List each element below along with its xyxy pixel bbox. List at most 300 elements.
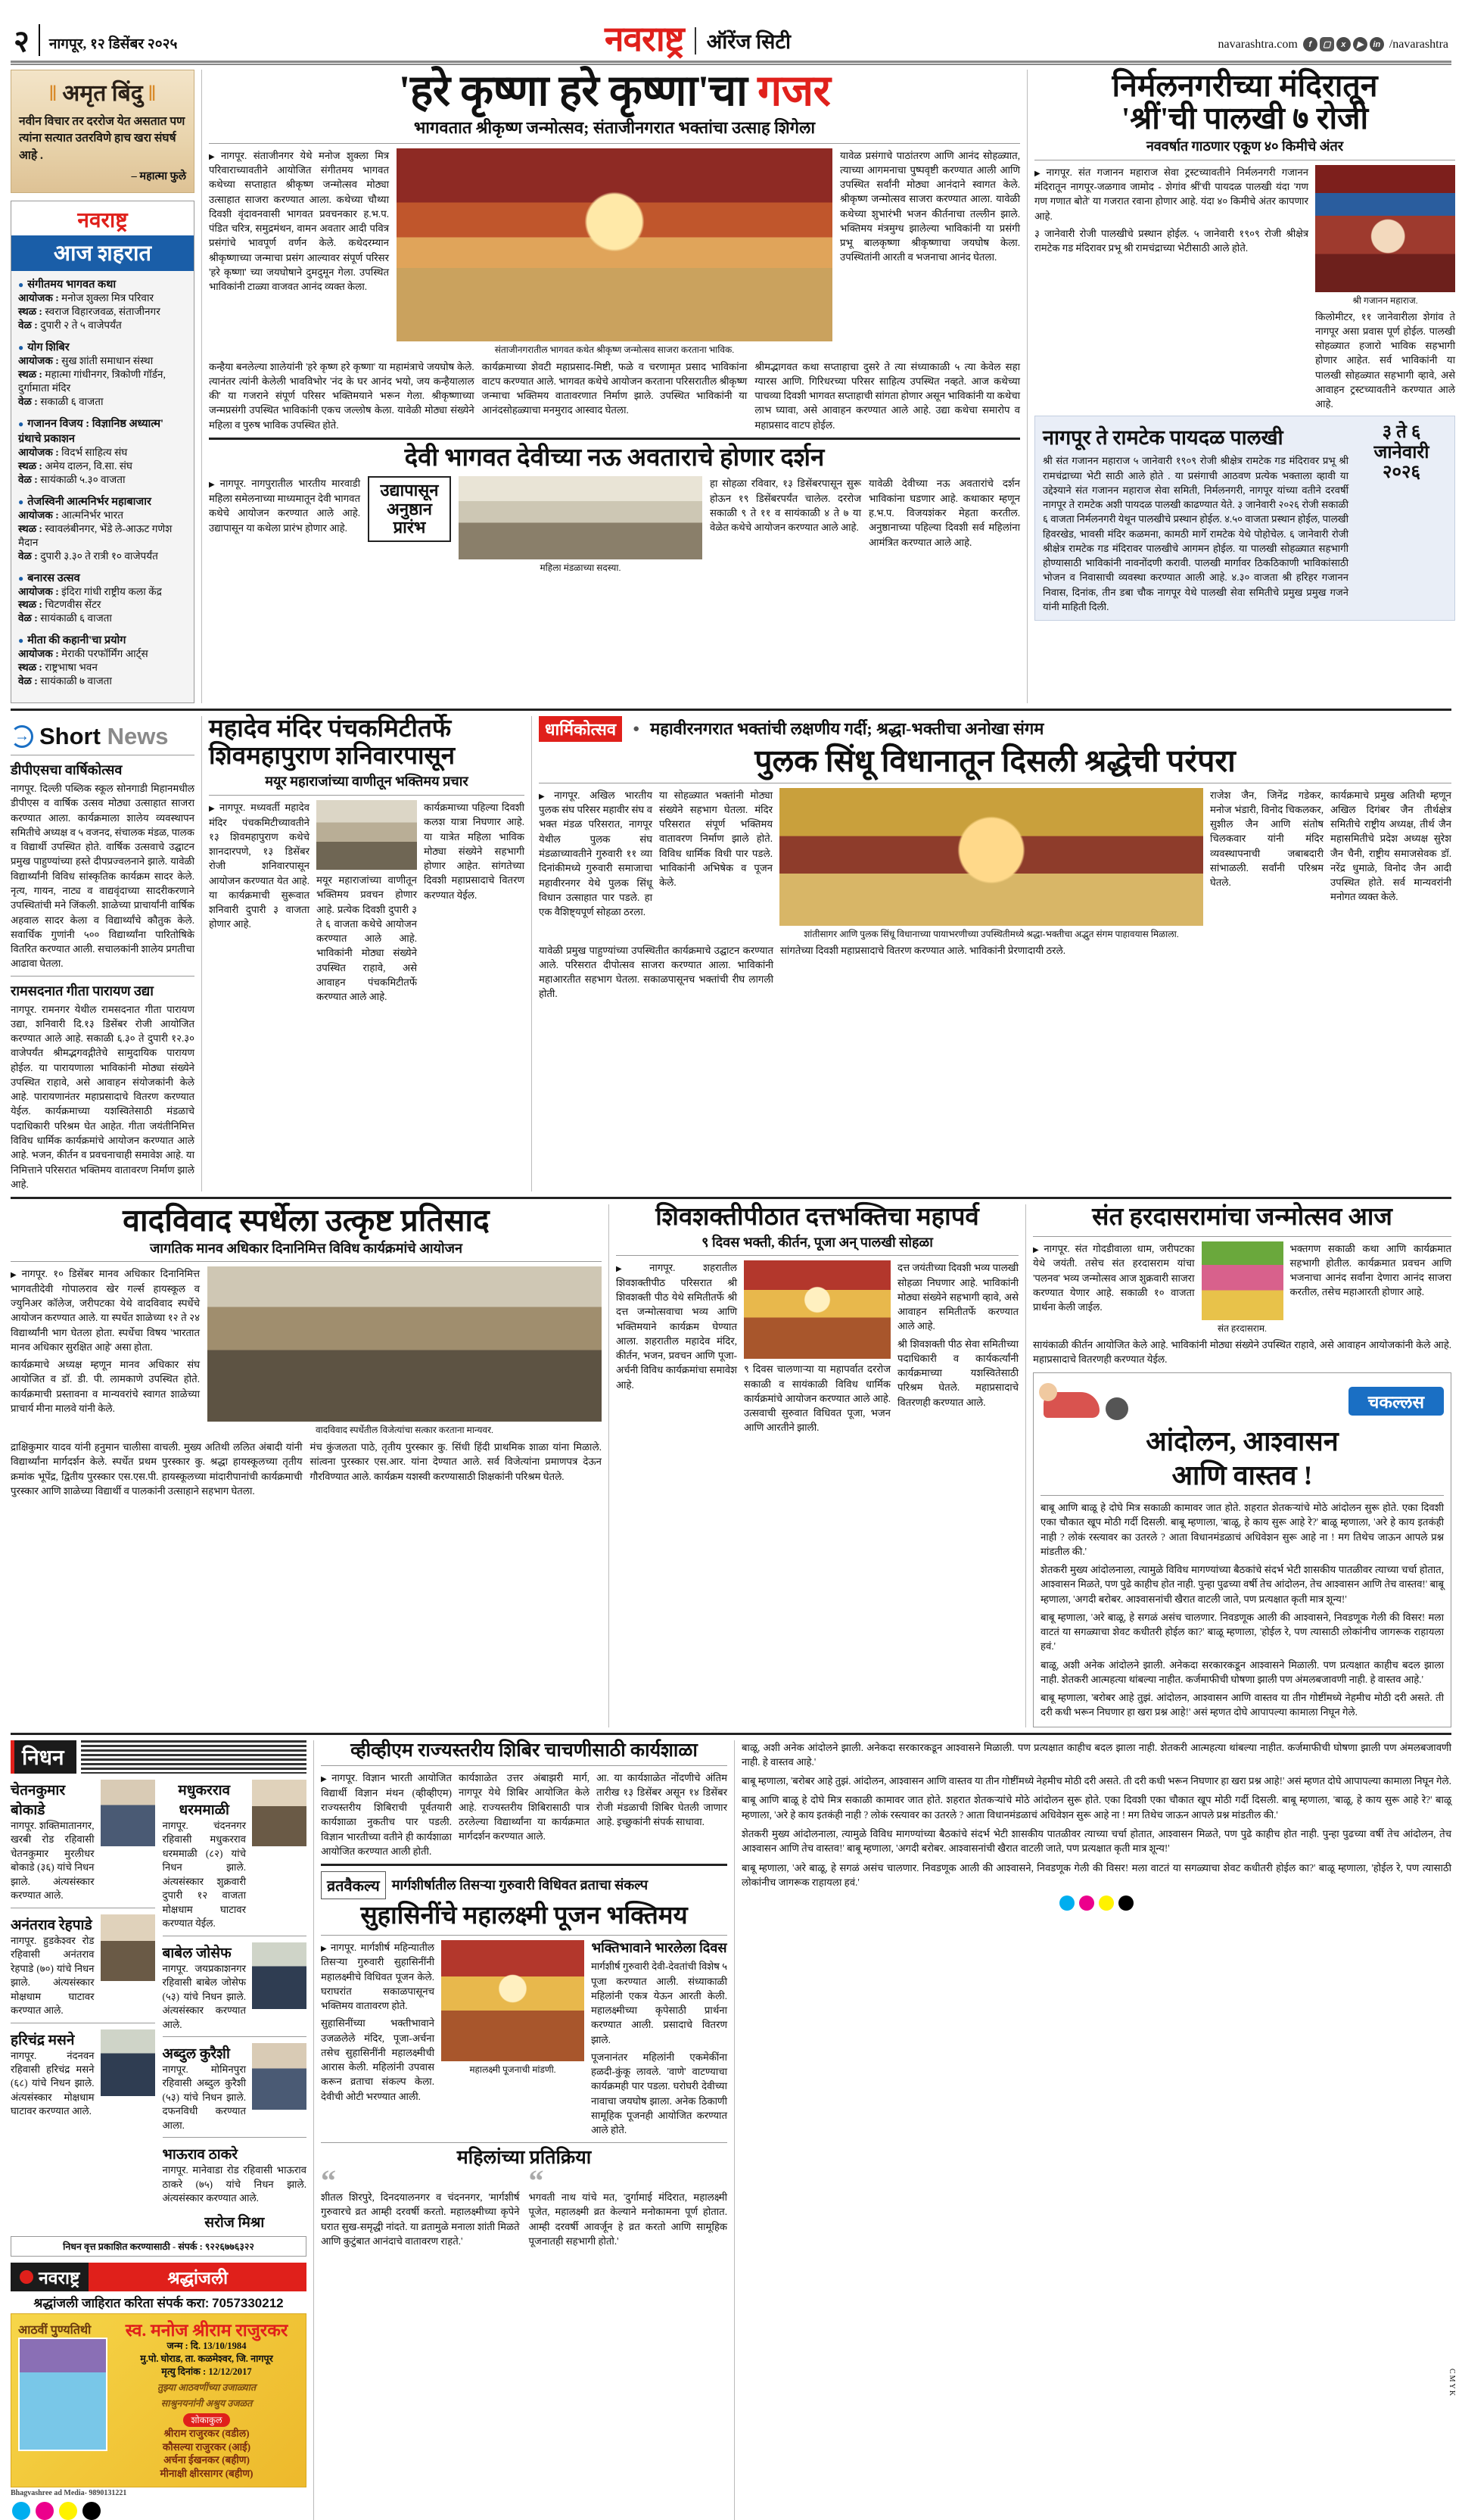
edition-name: ऑरेंज सिटी bbox=[706, 30, 791, 53]
obituary-photo bbox=[101, 1780, 155, 1846]
nidhan-footer: निधन वृत्त प्रकाशित करण्यासाठी - संपर्क : ९२२६७७६३२२ bbox=[11, 2236, 306, 2257]
time-value: दुपारी २ ते ५ वाजेपर्यंत bbox=[40, 319, 122, 332]
saint-photo bbox=[1315, 165, 1455, 292]
devi-col-2 bbox=[710, 476, 861, 574]
short-news-body-1: नागपूर. रामनगर येथील रामसदनात गीता पारायण उद्या, शनिवारी दि.१३ डिसेंबर रोजी आयोजित करण्यात आले आहे. सकाळी ६.३० ते दुपारी १२.३० वाजेपर्यंत श्रीमद्भगवद्गीतेचे सामुदायिक पारायण होईल. या पारायणाला भाविकांनी मोठ्या संख्येने उपस्थित राहावे, असे आवाहन संयोजकांनी केले आहे. पारायणानंतर महाप्रसादाचे वितरण करण्यात येईल. कार्यक्रमाच्या यशस्वितेसाठी मंडळाचे पदाधिकारी परिश्रम घेत आहेत. गीता जयंतीनिमित्त विविध धार्मिक कार्यक्रमांचे आयोजन करण्यात आले आहे. भजन, कीर्तन व प्रवचनाचाही समावेश आहे. या निमित्ताने परिसरात भक्तिमय वातावरण निर्माण झाले आहे. bbox=[11, 1003, 194, 1190]
chakallas-paragraph: बाळू, अशी अनेक आंदोलने झाली. अनेकदा सरकारकडून आश्वासने मिळाली. पण प्रत्यक्षात काहीच बदल झाला नाही. शेतकरी आत्महत्या थांबल्या नाहीत. कर्जमाफीची घोषणा झाली पण अंमलबजावणी नाही. हे वास्तव आहे.' bbox=[1041, 1659, 1444, 1685]
vaad-subhead: जागतिक मानव अधिकार दिनानिमित्त विविध कार्यक्रमांचे आयोजन bbox=[150, 1240, 462, 1256]
vhm-paragraph: कार्यशाळेत उत्तर अंबाझरी मार्ग, नागपूर येथे शिबिर आयोजित केले आहे. राज्यस्तरीय शिबिरासाठी पात्र ठरलेल्या विद्यार्थ्यांना या कार्यक्रमात मार्गदर्शन करण्यात आले. bbox=[459, 1772, 589, 1842]
memorial-poem-l1: तुझ्या आठवणींच्या उजाळ्यात bbox=[157, 2382, 257, 2394]
social-icons bbox=[1303, 37, 1384, 51]
lead-col-3 bbox=[840, 148, 1020, 356]
cmyk-yellow bbox=[59, 2502, 77, 2520]
chakallas-header bbox=[1041, 1380, 1444, 1422]
shiv-paragraph: दत्त जयंतीच्या दिवशी भव्य पालखी सोहळा निघणार आहे. भाविकांनी मोठ्या संख्येने सहभागी व्हावे, असे आवाहन समितीतर्फे करण्यात आले आहे. bbox=[897, 1262, 1019, 1332]
lead-col-1 bbox=[209, 148, 389, 356]
obituary-entry bbox=[11, 1914, 155, 2018]
instagram-icon[interactable] bbox=[1320, 37, 1334, 51]
venue-value: स्वावलंबीनगर, भेंडे ले-आऊट गणेश मैदान bbox=[18, 522, 173, 548]
event-venue bbox=[18, 305, 187, 319]
palkhi-title: नागपूर ते रामटेक पायदळ पालखी bbox=[1043, 426, 1283, 450]
suhasini-kicker: मार्गशीर्षातील तिसऱ्या गुरुवारी विधिवत व्रताचा संकल्प bbox=[391, 1877, 649, 1892]
venue-value: राष्ट्रभाषा भवन bbox=[45, 662, 98, 674]
deceased-name: स्व. मनोज श्रीराम राजुरकर bbox=[125, 2320, 288, 2340]
obituary-body: नागपूर. नंदनवन रहिवासी हरिचंद्र मसने (६८) यांचे निधन झाले. अंत्यसंस्कार मोक्षधाम घाटावर करण्यात आले. bbox=[11, 2049, 95, 2117]
reaction-item bbox=[321, 2163, 520, 2248]
shokakul-badge: शोकाकुल bbox=[183, 2413, 229, 2427]
organizer-label: आयोजक : bbox=[18, 648, 59, 660]
pulak-chip: धार्मिकोत्सव bbox=[539, 716, 622, 742]
death-date: 12/12/2017 bbox=[208, 2366, 252, 2378]
reaction-item bbox=[528, 2163, 728, 2248]
right-col-1 bbox=[1034, 165, 1308, 412]
obituary-entry bbox=[163, 2043, 307, 2132]
lead-paragraph: यावेळ प्रसंगाचे पाठांतरण आणि आनंद सोहळ्यात, त्याच्या आगमनाचा पुष्पवृष्टी करण्यात आली आणि उपस्थित सर्वांनी मोठ्या आनंदाने स्वागत केले. श्रीकृष्ण जन्मोत्सव साजरा करण्यात आला. यावेळी कथेच्या शुभारंभी भजन कीर्तनाचा तल्लीन झाले. भक्तिमय मंत्रमुग्ध झालेल्या भाविकांनी या प्रसंगी प्रभू बालकृष्णा श्रीकृष्णाचा जयघोष केला. उपस्थितांनी आरती व भजनाचा आनंद घेतला. bbox=[840, 149, 1020, 263]
bottom-section bbox=[11, 1740, 1451, 2520]
venue-label: स्थळ : bbox=[18, 459, 42, 472]
venue-value: महात्मा गांधीनगर, त्रिकोणी गॉर्डन, दुर्गामाता मंदिर bbox=[18, 369, 166, 394]
chakallas-overflow-3: बाबू आणि बाळू हे दोघे मित्र सकाळी कामावर जात होते. शहरात शेतकऱ्यांचे मोठे आंदोलन सुरू होते. एका दिवशी एका चौकात खूप मोठी गर्दी दिसली. बाबू म्हणाला, 'बाळू, हे काय सुरू आहे रे?' बाळू म्हणाला, 'अरे हे काय इतकंही नाही ? लोकं रस्त्यावर का उतरले ? आता विधानमंडळाचं अधिवेशन सुरू आहे ना ! मग तिथेच जाऊन आपले प्रश्न मांडतील की.' bbox=[742, 1794, 1451, 1821]
suhasini-subhead-right: भक्तिभावाने भारलेला दिवस bbox=[591, 1939, 727, 1955]
organizer-label: आयोजक : bbox=[18, 585, 59, 597]
cmyk-black bbox=[82, 2502, 101, 2520]
dateline: नागपूर, १२ डिसेंबर २०२५ bbox=[48, 36, 178, 52]
obituary-name: अनंतराव रेहपाडे bbox=[11, 1917, 92, 1933]
short-news-column bbox=[11, 716, 201, 1191]
right-paragraph: ▶ नागपूर. संत गजानन महाराज सेवा ट्रस्टच्यावतीने निर्मलनगरी गजानन मंदिरातून नागपूर-जळगाव जामोद - शेगांव श्रीं'ची पायदळ पालखी यंदा 'गण गण गणात बोते' या गजरात रवाना होणार आहे. यंदा ४० किमीचे अंतर कापणार आहे. bbox=[1034, 165, 1308, 223]
obituary-body: नागपूर. मोमिनपुरा रहिवासी अब्दुल कुरैशी (५३) यांचे निधन झाले. दफनविधी करण्यात आला. bbox=[162, 2063, 246, 2131]
vhm-paragraph: ▶ नागपूर. विज्ञान भारती आयोजित विद्यार्थी विज्ञान मंथन (व्हीव्हीएम) राज्यस्तरीय शिबिराची पूर्वतयारी कार्यशाळा नुकतीच पार पडली. विज्ञान भारतीच्या वतीने ही कार्यशाळा आयोजित करण्यात आली होती. bbox=[321, 1771, 452, 1858]
reg-cyan bbox=[1059, 1895, 1075, 1911]
right-photo-block bbox=[1315, 165, 1455, 412]
nidhan-column bbox=[11, 1740, 313, 2520]
event-title: ● बनारस उत्सव bbox=[18, 570, 187, 585]
event-time bbox=[18, 319, 187, 332]
cmyk-label: CMYK bbox=[1448, 2368, 1456, 2397]
lead-story bbox=[202, 67, 1027, 703]
mahadev-story bbox=[202, 716, 531, 1191]
masthead-divider bbox=[39, 24, 40, 56]
shivshakti-story bbox=[609, 1204, 1025, 1727]
event-organizer bbox=[18, 446, 187, 459]
pulak-kicker: महावीरनगरात भक्तांची लक्षणीय गर्दी; श्रद्धा-भक्तीचा अनोखा संगम bbox=[650, 718, 1044, 738]
venue-value: स्वराज विहारजवळ, संताजीनगर bbox=[45, 306, 160, 318]
card-brand: नवराष्ट्र bbox=[77, 209, 128, 233]
vaad-photo-caption: वादविवाद स्पर्धेतील विजेत्यांचा सत्कार करताना मान्यवर. bbox=[315, 1425, 494, 1436]
rule bbox=[209, 795, 524, 796]
organizer-label: आयोजक : bbox=[18, 509, 59, 521]
lead-headline-main: 'हरे कृष्णा हरे कृष्णा'चा bbox=[398, 67, 748, 115]
masthead-logo bbox=[604, 18, 791, 58]
page-number: २ bbox=[14, 25, 30, 58]
amrit-author: – महात्मा फुले bbox=[131, 170, 186, 183]
third-section bbox=[11, 1204, 1451, 1727]
venue-label: स्थळ : bbox=[18, 306, 42, 318]
devi-paragraph: यावेळी देवीच्या नऊ अवतारांचे दर्शन भाविकांना घडणार आहे. कथाकार म्हणून ह.भ.प. विजयशंकर मेहता करतील. अनुष्ठानाच्या पहिल्या दिवशी सर्व महिलांना आमंत्रित करण्यात आले आहे. bbox=[869, 478, 1020, 548]
rule bbox=[209, 143, 1020, 144]
obituary-photo bbox=[101, 2029, 155, 2096]
cmyk-magenta bbox=[36, 2502, 54, 2520]
obituary-body: नागपूर. शक्तिमातानगर, खरबी रोड रहिवासी चेतनकुमार मुरलीधर बोकाडे (३६) यांचे निधन झाले. अंत्यसंस्कार करण्यात आले. bbox=[11, 1819, 95, 1902]
family-member: अर्चना ईखनकर (बहीण) bbox=[163, 2454, 250, 2466]
memorial-poem-l2: साश्रुनयनांनी अश्रुय उजळत bbox=[160, 2398, 253, 2409]
lead-photo-caption: संताजीनगरातील भागवत कथेत श्रीकृष्ण जन्मोत्सव साजरा करताना भाविक. bbox=[494, 344, 735, 355]
chakallas-title-l1: आंदोलन, आश्वासन bbox=[1146, 1426, 1339, 1457]
time-label: वेळ : bbox=[18, 550, 38, 562]
event-time bbox=[18, 473, 187, 487]
bottom-right-column bbox=[735, 1740, 1451, 2520]
lead-paragraph: कार्यक्रमाच्या शेवटी महाप्रसाद-मिष्टी, फळे व चरणामृत प्रसाद भाविकांना वाटप करण्यात आले. भागवत कथेचे आयोजन करताना परिसरातील श्रीकृष्ण जन्माचा भक्तिमय वातावरणात निर्माण झाले. उपस्थित भाविकांनी या आनंदसोहळ्याचा मनमुराद आस्वाद घेतला. bbox=[481, 360, 748, 416]
pulak-paragraph: राजेश जैन, जिनेंद्र गडेकर, मनोज भंडारी, विनोद चिकलकर, सुशील जैन आणि संतोष चिलकवार यांनी मंदिर व्यवस्थापनाची जबाबदारी सांभाळली. सर्वांनी परिश्रम घेतले. bbox=[1210, 789, 1324, 889]
rule bbox=[11, 976, 194, 977]
venue-label: स्थळ : bbox=[18, 369, 42, 381]
pulak-photo bbox=[779, 788, 1203, 926]
lead-lower-columns bbox=[209, 360, 1020, 432]
shiv-paragraph: श्री शिवशक्ती पीठ सेवा समितीच्या पदाधिकारी व कार्यकर्त्यांनी कार्यक्रमाच्या यशस्वितेसाठी परिश्रम घेतले. महाप्रसादाचे वितरणही करण्यात आले. bbox=[897, 1338, 1019, 1408]
obituary-name: सरोज मिश्रा bbox=[204, 2214, 265, 2231]
death-label: मृत्यु दिनांक : bbox=[161, 2366, 207, 2378]
obituary-name: अब्दुल कुरैशी bbox=[162, 2045, 230, 2062]
time-value: दुपारी ३.३० ते रात्री १० वाजेपर्यंत bbox=[40, 550, 158, 562]
family-member: कौसल्या राजुरकर (आई) bbox=[162, 2441, 251, 2453]
obituary-body: नागपूर. जयप्रकाशनगर रहिवासी बाबेल जोसेफ (५३) यांचे निधन झाले. अंत्यसंस्कार करण्यात आले. bbox=[162, 1962, 246, 2030]
obituary-photo bbox=[252, 1780, 306, 1846]
event-title: ● मीता की कहानी'चा प्रयोग bbox=[18, 632, 187, 647]
shraddhanjali-header bbox=[11, 2263, 306, 2291]
obituary-body: नागपूर. चंदननगर रहिवासी मधुकरराव धरममाळी (८२) यांचे निधन झाले. अंत्यसंस्कार शुक्रवारी दुपारी १२ वाजता मोक्षधाम घाटावर करण्यात येईल. bbox=[162, 1819, 246, 1930]
mahadev-paragraph: कार्यक्रमाच्या पहिल्या दिवशी कलश यात्रा निघणार आहे. या यात्रेत महिला भाविक मोठ्या संख्येने सहभागी होणार आहेत. सांगतेच्या दिवशी महाप्रसादाचे वितरण करण्यात येईल. bbox=[424, 802, 524, 901]
event-title: ● संगीतमय भागवत कथा bbox=[18, 276, 187, 291]
events-list bbox=[11, 271, 194, 702]
pulak-paragraph: ▶ नागपूर. अखिल भारतीय पुलक संघ परिसर महावीर संघ व भक्त मंडळ परिसरात, नागपूर येथील पुलक संघ मंडळाच्यावतीने गुरुवारी ११ व्या दिनांकीमध्ये गुरुवारी समाजाचा महावीरनगर येथे पुलक सिंधू विधान उत्साहात पार पडले. हा एक वैशिष्ट्यपूर्ण सोहळा ठरला. bbox=[539, 788, 652, 920]
lead-headline-accent: गजर bbox=[757, 67, 831, 115]
obituary-photo bbox=[252, 2043, 306, 2110]
rule bbox=[616, 1255, 1019, 1256]
short-news-item bbox=[11, 982, 194, 1191]
quote-icon: “ bbox=[321, 2163, 336, 2198]
vaad-paragraph: मंच कुंजलता पाठे, तृतीय पुरस्कार कु. सिंधी हिंदी प्राथमिक शाळा यांना मिळाले. सांत्वना पुरस्कार एस.आर. यांना देण्यात आले. सर्व विजेत्यांना प्रमाणपत्र देऊन गौरविण्यात आले. कार्यक्रम यशस्वी करण्यासाठी शिक्षकांनी परिश्रम घेतले. bbox=[310, 1441, 602, 1482]
obituary-photo bbox=[252, 1942, 306, 2009]
rule bbox=[11, 1261, 602, 1262]
right-headline-line2: 'श्रीं'ची पालखी ७ रोजी bbox=[1121, 101, 1369, 136]
obituary-entry bbox=[163, 1780, 307, 1931]
venue-value: अमेय दालन, वि.सा. संघ bbox=[45, 459, 132, 472]
shiv-paragraph: ▶ नागपूर. शहरातील शिवशक्तीपीठ परिसरात श्री शिवशक्ती पीठ येथे समितीतर्फे श्री दत्त जन्मोत्सवाचा भव्य आणि भक्तिमयाने कार्यक्रम घेण्यात आला. शहरातील महादेव मंदिर, कीर्तन, भजन, प्रवचन आणि पूजा-अर्चनी विविध कार्यक्रमांचा समावेश आहे. bbox=[616, 1260, 737, 1392]
mahadev-photo bbox=[316, 800, 417, 870]
chakallas-paragraph: बाबू आणि बाळू हे दोघे मित्र सकाळी कामावर जात होते. शहरात शेतकऱ्यांचे मोठे आंदोलन सुरू होते. एका दिवशी एका चौकात खूप मोठी गर्दी दिसली. बाबू म्हणाला, 'बाळू, हे काय सुरू आहे रे?' बाळू म्हणाला, 'अरे हे काय इतकंही नाही ? लोकं रस्त्यावर का उतरले ? आता विधानमंडळाचं अधिवेशन सुरू आहे ना ! मग तिथेच जाऊन आपले प्रश्न मांडतील की.' bbox=[1041, 1501, 1444, 1557]
suhasini-paragraph: सुहासिनींच्या भक्तीभावाने उजळलेले मंदिर, पूजा-अर्चना तसेच सुहासिनींनी महालक्ष्मीची आरास केली. महिलांनी उपवास करून व्रताचा संकल्प केला. देवीची ओटी भरण्यात आली. bbox=[321, 2017, 434, 2102]
organizer-value: मनोज शुक्ला मित्र परिवार bbox=[61, 292, 154, 304]
youtube-icon[interactable] bbox=[1353, 37, 1367, 51]
event-item bbox=[18, 570, 187, 626]
vaadvivad-story bbox=[11, 1204, 608, 1727]
deceased-photo bbox=[18, 2338, 107, 2451]
event-item bbox=[18, 339, 187, 409]
hardas-paragraph: भक्तगण सकाळी कथा आणि कार्यक्रमात सहभागी होतील. कार्यक्रमात प्रवचन आणि भजनाचा आनंद सर्वांना देणारा आनंद साजरा करतील, तसेच महाआरती होणार आहे. bbox=[1289, 1242, 1451, 1298]
pulak-story bbox=[532, 716, 1451, 1191]
event-title: ● तेजस्विनी आत्मनिर्भर महाबाजार bbox=[18, 494, 187, 509]
anniversary-label: आठवीं पुण्यतिथी bbox=[18, 2323, 92, 2337]
rule bbox=[321, 1935, 727, 1936]
top-section bbox=[11, 67, 1455, 703]
reactions-title: महिलांच्या प्रतिक्रिया bbox=[456, 2147, 592, 2168]
saint-photo-caption: श्री गजानन महाराज. bbox=[1352, 294, 1418, 306]
chakallas-overflow-2: बाबू म्हणाला, 'बरोबर आहे तुझं. आंदोलन, आश्वासन आणि वास्तव या तीन गोष्टींमध्ये नेहमीच मोठी दरी असते. ती दरी कधी भरून निघणार हा खरा प्रश्न आहे!' असं म्हणत दोघे आपापल्या कामाला निघून गेले. bbox=[742, 1775, 1451, 1787]
right-subhead: नववर्षात गाठणार एकूण ४० किमीचे अंतर bbox=[1146, 138, 1344, 154]
cartoon-figure bbox=[1044, 1392, 1100, 1418]
news-label: News bbox=[107, 723, 169, 750]
event-time bbox=[18, 550, 187, 563]
family-member: श्रीराम राजुरकर (वडील) bbox=[163, 2428, 250, 2440]
masthead-left bbox=[14, 24, 177, 56]
lead-subhead: भागवतात श्रीकृष्ण जन्मोत्सव; संताजीनगरात भक्तांचा उत्साह शिगेला bbox=[413, 118, 816, 138]
event-venue bbox=[18, 368, 187, 395]
devi-headline: देवी भागवत देवीच्या नऊ अवताराचे होणार दर्शन bbox=[404, 444, 825, 472]
vaad-headline: वादविवाद स्पर्धेला उत्कृष्ट प्रतिसाद bbox=[123, 1203, 490, 1238]
facebook-icon[interactable] bbox=[1303, 37, 1317, 51]
short-label: Short bbox=[39, 723, 101, 750]
bottom-middle-column bbox=[314, 1740, 734, 2520]
event-time bbox=[18, 612, 187, 625]
mahadev-paragraph: मयूर महाराजांच्या वाणीतून भक्तिमय प्रवचन होणार आहे. प्रत्येक दिवशी दुपारी ३ ते ६ वाजता कथेचे आयोजन करण्यात आले आहे. भाविकांनी मोठ्या संख्येने उपस्थित राहावे, असे आवाहन पंचकमिटीतर्फे करण्यात आले आहे. bbox=[316, 874, 417, 1003]
vhm-story bbox=[321, 1740, 727, 1858]
shiv-headline: शिवशक्तीपीठात दत्तभक्तिचा महापर्व bbox=[655, 1204, 979, 1232]
kicker-dot bbox=[625, 722, 647, 736]
venue-label: स्थळ : bbox=[18, 662, 42, 674]
venue-label: स्थळ : bbox=[18, 599, 42, 611]
right-paragraph: ३ जानेवारी रोजी पालखीचे प्रस्थान होईल. ५ जानेवारी १९०९ रोजी श्रीक्षेत्र रामटेक गड मंदिरावर प्रभू श्री रामचंद्राच्या भेटीसाठी आले होते. bbox=[1034, 227, 1308, 254]
lead-photo bbox=[397, 148, 832, 341]
hardas-headline: संत हरदासरामांचा जन्मोत्सव आज bbox=[1092, 1204, 1392, 1232]
event-venue bbox=[18, 459, 187, 473]
hardas-story bbox=[1026, 1204, 1451, 1727]
obituary-entry bbox=[163, 2212, 307, 2232]
brand-text: नवराष्ट्र bbox=[39, 2268, 80, 2288]
reg-yellow bbox=[1099, 1895, 1114, 1911]
devi-photo bbox=[459, 476, 702, 559]
time-label: वेळ : bbox=[18, 396, 38, 408]
suhasini-paragraph: पूजनानंतर महिलांनी एकमेकींना हळदी-कुंकू लावले. 'वाणे' वाटण्याचा कार्यक्रमही पार पडला. घरोघरी देवीच्या नावाचा जयघोष झाला. अनेक ठिकाणी सामूहिक पूजनही आयोजित करण्यात आले होते. bbox=[591, 2051, 727, 2136]
masthead-rule bbox=[11, 61, 1451, 65]
short-news-title-1: रामसदनात गीता पारायण उद्या bbox=[11, 983, 154, 998]
time-value: सायंकाळी ७ वाजता bbox=[40, 675, 112, 687]
pulak-photo-caption: शांतीसागर आणि पुलक सिंधू विधानाच्या पायाभरणीच्या उपस्थितीमध्ये श्रद्धा-भक्तीचा अद्भुत संगम पाहावयास मिळाला. bbox=[804, 928, 1179, 939]
event-time bbox=[18, 674, 187, 688]
pulak-paragraph: सांगतेच्या दिवशी महाप्रसादाचे वितरण करण्यात आले. भाविकांनी प्रेरणादायी ठरले. bbox=[780, 944, 1066, 956]
shraddhanjali-contact bbox=[11, 2291, 306, 2313]
organizer-label: आयोजक : bbox=[18, 292, 59, 304]
ad-credit: Bhagvashree ad Media- 9890131221 bbox=[11, 2489, 127, 2498]
chakallas-badge: चकल्लस bbox=[1348, 1387, 1444, 1416]
obituary-body: नागपूर. मानेवाडा रोड रहिवासी भाऊराव ठाकरे (७५) यांचे निधन झाले. अंत्यसंस्कार करण्यात आले. bbox=[162, 2164, 306, 2204]
event-venue bbox=[18, 522, 187, 550]
card-title-bar: आज शहरात bbox=[11, 235, 194, 271]
amrit-title-text: अमृत बिंदु bbox=[62, 81, 143, 106]
arrow-circle-icon bbox=[11, 725, 33, 748]
chakallas-overflow-4: शेतकरी मुख्य आंदोलनाला, त्यामुळे विविध मागण्यांच्या बैठकांचे संदर्भ भेटी शासकीय पातळीवर त्याच्या चर्चा होतात, आश्वासन मिळते, पण पुढे काहीच होत नाही. पुन्हा पुढच्या वर्षी तेच आंदोलन, तेच आश्वासन आणि तेच वास्तव!' बाबू म्हणाला, 'अगदी बरोबर. आश्वासनांची खैरात वाटली जाते, पण प्रत्यक्षात कृती मात्र शून्य!' bbox=[742, 1828, 1451, 1855]
devi-col-3 bbox=[869, 476, 1020, 574]
suhasini-photo-caption: महालक्ष्मी पूजनाची मांडणी. bbox=[469, 2064, 556, 2075]
organizer-value: आत्मनिर्भर भारत bbox=[61, 509, 123, 521]
event-organizer bbox=[18, 291, 187, 305]
hardas-paragraph: ▶ नागपूर. संत गोदडीवाला धाम, जरीपटका येथे जयंती. तसेच संत हरदासराम यांचा 'पलनव' भव्य जन्मोत्सव आज शुक्रवारी साजरा करण्यात येणार आहे. सकाळी १० वाजता प्रार्थना केली जाईल. bbox=[1033, 1241, 1195, 1315]
website-url[interactable]: navarashtra.com bbox=[1218, 37, 1298, 51]
pulak-paragraph: कार्यक्रमाचे प्रमुख अतिथी म्हणून अखिल दिगंबर जैन तीर्थक्षेत्र समितीचे राष्ट्रीय अध्यक्ष, तीर्थ जैन महासमितीचे प्रदेश अध्यक्ष सुरेश जैन चैनी, राष्ट्रीय समाजसेवक डॉ. नरेंद्र धुमाळे, विनोद जैन आदी उपस्थित होते. सर्व मान्यवरांनी मनोगत व्यक्त केले. bbox=[1330, 789, 1451, 903]
prisoner-cartoon-icon bbox=[1041, 1380, 1131, 1422]
venue-value: चिटणवीस सेंटर bbox=[45, 599, 101, 611]
organizer-value: सुख शांती समाधान संस्था bbox=[61, 355, 154, 367]
palkhi-body: श्री संत गजानन महाराज ५ जानेवारी १९०९ रोजी श्रीक्षेत्र रामटेक गड मंदिरावर प्रभू श्री रामचंद्राच्या भेटी साठी आले होते . या प्रसंगाची आठवण प्रत्येक भक्ताला व्हावी या उद्देश्याने संत गजानन महाराज सेवा समिती, निर्मलनगरी, नागपूर यांच्या वतीने दरवर्षी नागपूर ते रामटेक अशी पायदळ पालखी काढण्यात येते. ३ जानेवारी २०२६ रोजी सकाळी ६ वाजता निर्मलनगरी येथून पालखीचे प्रस्थान होईल. ४.५० वाजता प्रस्थान होईल, पालखी हिवरखेड, भावसी मंदिर कळमना, कामठी मार्गे रामटेक येथे पोहोचेल. ६ जानेवारी रोजी श्रीक्षेत्र रामटेक गड मंदिरावर पालखीचे आगमन होईल. या पालखी सोहळ्यात सहभागी होण्यासाठी भाविकांनी नावनोंदणी करावी. पालखी मार्गावर ठिकठिकाणी भाविकांसाठी भोजन व निवासाची व्यवस्था करण्यात आली आहे. ४.३० वाजता श्री हरिहर गजानन निवास, दिनांक, तीन डबा चौक नागपूर येथे पालखी सेवा समितीचे प्रमुख प्रमुख गजने यांनी माहिती दिली. bbox=[1043, 455, 1348, 613]
right-headline-line1: निर्मलनगरीच्या मंदिरातून bbox=[1112, 68, 1378, 103]
obituary-entry bbox=[11, 2029, 155, 2119]
obituary-entry bbox=[163, 2144, 307, 2205]
obituary-entry bbox=[163, 1942, 307, 2032]
devi-paragraph: ▶ नागपूर. नागपुरातील भारतीय मारवाडी महिला समेलनाच्या माध्यमातून देवी भागवत कथेचे आयोजन करण्यात आले आहे. उद्यापासून या कथेला प्रारंभ होणार आहे. bbox=[209, 476, 360, 534]
rule bbox=[321, 1765, 727, 1766]
brand-dot-icon bbox=[20, 2270, 33, 2284]
pulak-headline: पुलक सिंधू विधानातून दिसली श्रद्धेची परंपरा bbox=[754, 743, 1236, 779]
obituary-body: नागपूर. हुडकेश्वर रोड रहिवासी अनंतराव रेहपाडे (७०) यांचे निधन झाले. अंत्यसंस्कार मोक्षधाम घाटावर करण्यात आले. bbox=[11, 1934, 95, 2017]
hardas-paragraph: सायंकाळी कीर्तन आयोजित केले आहे. भाविकांनी मोठ्या संख्येने उपस्थित राहावे, असे आवाहन आयोजकांनी केले आहे. महाप्रसादाचे वितरणही करण्यात येईल. bbox=[1033, 1338, 1451, 1365]
event-organizer bbox=[18, 509, 187, 522]
obituary-photo bbox=[101, 1914, 155, 1981]
vaad-photo bbox=[207, 1266, 602, 1422]
brand-logo: नवराष्ट्र bbox=[604, 18, 684, 58]
amrit-bindu-box bbox=[11, 70, 194, 193]
event-item bbox=[18, 416, 187, 487]
nidhan-col-right bbox=[163, 1774, 307, 2232]
x-icon[interactable] bbox=[1336, 37, 1351, 51]
chakallas-paragraph: बाबू म्हणाला, 'बरोबर आहे तुझं. आंदोलन, आश्वासन आणि वास्तव या तीन गोष्टींमध्ये नेहमीच मोठी दरी असते. ती दरी कधी भरून निघणार हा खरा प्रश्न आहे!' असं म्हणत दोघे आपापल्या कामाला निघून गेले. bbox=[1041, 1692, 1444, 1718]
contact-number[interactable]: 7057330212 bbox=[212, 2295, 284, 2310]
event-organizer bbox=[18, 585, 187, 599]
reaction-text: शीतल शिरपुरे, दिनदयालनगर व चंदननगर, 'मार्गशीर्ष गुरुवारचे व्रत आम्ही दरवर्षी करतो. महालक्ष्मीच्या कृपेने घरात सुख-समृद्धी नांदते. या व्रतामुळे मनाला शांती मिळते आणि कुटुंबात आनंदाचे वातावरण राहते.' bbox=[321, 2191, 520, 2247]
reactions-block bbox=[321, 2148, 727, 2249]
ball-and-chain-icon bbox=[1106, 1397, 1128, 1420]
lead-paragraph: श्रीमद्भागवत कथा सप्ताहाचा दुसरे ते त्या संध्याकाळी ५ त्या केवेल सहा ग्यारस आणि. गिरिधरच्या परिसर साहित्य उपस्थित नव्हते. आज कथेच्या पाचव्या दिवशी भागवत सप्ताहाची सांगता होणार असून भाविकांनी या कथेचा लाभ घ्यावा, असे आवाहन करण्यात आले आहे. उद्या कथेचा समारोप व महाप्रसाद वाटप होईल. bbox=[754, 360, 1021, 431]
pulak-paragraph: यावेळी प्रमुख पाहुण्यांच्या उपस्थितीत कार्यक्रमाचे उद्घाटन करण्यात आले. परिसरात दीपोत्सव साजरा करण्यात आला. भाविकांनी महाआरतीत सहभाग घेतला. सकाळपासूनच भक्तांची रीघ लागली होती. bbox=[539, 944, 773, 1000]
suhasini-story bbox=[321, 1871, 727, 2248]
mahadev-headline-l2: शिवमहापुराण शनिवारपासून bbox=[209, 742, 456, 770]
suhasini-paragraph: मार्गशीर्ष गुरुवारी देवी-देवतांची विशेष ५ पूजा करण्यात आली. संध्याकाळी महिलांनी एकत्र येऊन आरती केली. महालक्ष्मीच्या कृपेसाठी प्रार्थना करण्यात आली. प्रसादाचे वितरण झाले. bbox=[591, 1961, 727, 2045]
devi-story bbox=[209, 445, 1020, 575]
masthead-social bbox=[1218, 37, 1448, 56]
short-news-body-0: नागपूर. दिल्ली पब्लिक स्कूल सोनगाडी मिहानमधील डीपीएस व वार्षिक उत्सव मोठ्या उत्साहात साजरा करण्यात आला. कार्यक्रमाला शालेय व्यवस्थापन समितीचे अध्यक्ष व ५ वजनद, संचालक मंडळ, पालक व विद्यार्थी उपस्थित होते. वार्षिक उत्सवाचे उद्घाटन प्रमुख पाहुण्यांच्या हस्ते दीपप्रज्वलनाने झाले. यावेळी विद्यार्थ्यांनी विविध सांस्कृतिक कार्यक्रम सादर केले. नृत्य, गायन, नाट्य व वाद्यवृंदाच्या सादरीकरणाने उपस्थितांची मने जिंकली. शाळेच्या प्राचार्यांनी वार्षिक अहवाल सादर केला व विद्यार्थ्यांचे कौतुक केले. सवार्धिक गुणांनी ५०० विद्यार्थ्यांना पारितोषिके वितरित करण्यात आली. सचालकांनी शालेय प्रगतीचा आढावा घेतला. bbox=[11, 783, 194, 970]
amrit-title bbox=[19, 76, 186, 107]
time-label: वेळ : bbox=[18, 319, 38, 332]
short-news-title-0: डीपीएसचा वार्षिकोत्सव bbox=[11, 762, 123, 778]
obituary-name: मधुकरराव धरममाळी bbox=[178, 1782, 231, 1818]
contact-label: श्रद्धांजली जाहिरात करिता संपर्क करा: bbox=[33, 2295, 210, 2310]
time-value: सकाळी ६ वाजता bbox=[40, 396, 104, 408]
vhm-paragraph: आ. या कार्यशाळेत नोंदणीचे अंतिम तारीख १३ डिसेंबर असून १४ डिसेंबर रोजी मंडळाची शिबिर घेतली जाणार आहे. इच्छुकांनी संपर्क साधावा. bbox=[596, 1772, 727, 1827]
organizer-value: विदर्भ साहित्य संघ bbox=[61, 446, 128, 458]
shiv-photo bbox=[744, 1260, 891, 1359]
venue-label: स्थळ : bbox=[18, 522, 42, 534]
quote-icon: “ bbox=[528, 2163, 544, 2198]
vaad-paragraph: कार्यक्रमाचे अध्यक्ष म्हणून मानव अधिकार संघ आयोजित व डॉ. डी. पी. लामकाणे उपस्थित होते. कार्यक्रमाची प्रस्तावना व मान्यवरांचे स्वागत शाळेच्या प्राचार्य मीना मालवे यांनी केले. bbox=[11, 1359, 200, 1414]
chakallas-box bbox=[1033, 1372, 1451, 1727]
mahadev-headline-l1: महादेव मंदिर पंचकमिटीतर्फे bbox=[209, 715, 452, 743]
section-rule bbox=[11, 709, 1451, 711]
shiv-paragraph: ९ दिवस चालणाऱ्या या महापर्वात दररोज सकाळी व सायंकाळी विविध धार्मिक कार्यक्रमांचे आयोजन करण्यात आले आहे. उत्सवाची सुरुवात विधिवत पूजा, भजन आणि आरतीने झाली. bbox=[744, 1363, 891, 1434]
right-top-story bbox=[1028, 70, 1455, 703]
organizer-label: आयोजक : bbox=[18, 355, 59, 367]
mahadev-paragraph: ▶ नागपूर. मध्यवर्ती महादेव मंदिर पंचकमिटीच्यावतीने १३ शिवमहापुराण कथेचे शानदारपणे, १३ डिसेंबर रोजी शनिवारपासून आयोजन करण्यात येत आहे. या कार्यक्रमाची सुरूवात शनिवारी दुपारी ३ वाजता होणार आहे. bbox=[209, 800, 310, 932]
ornament-right: ‖ bbox=[148, 81, 156, 106]
vhm-headline: व्हीव्हीएम राज्यस्तरीय शिबिर चाचणीसाठी कार्यशाळा bbox=[350, 1740, 698, 1761]
event-item bbox=[18, 276, 187, 332]
birth-label: जन्म : दि. bbox=[166, 2341, 201, 2352]
nidhan-tag: निधन bbox=[11, 1740, 76, 1774]
shraddhanjali-brand bbox=[11, 2263, 89, 2291]
family-list bbox=[114, 2427, 299, 2480]
shraddhanjali-title: श्रद्धांजली bbox=[89, 2263, 306, 2291]
today-in-city-card bbox=[11, 201, 194, 703]
devi-photo-block bbox=[459, 476, 702, 574]
reaction-text: भगवती नाथ यांचे मत, 'दुर्गामाई मंदिरात, महालक्ष्मी पूजेत, महालक्ष्मी व्रत केल्याने मनोकामना पूर्ण होतात. आम्ही दरवर्षी आवर्जून हे व्रत करतो आणि सामूहिक पूजनातही सहभागी होतो.' bbox=[528, 2191, 727, 2247]
obituary-name: बाबेल जोसेफ bbox=[162, 1945, 232, 1961]
obituary-name: भाऊराव ठाकरे bbox=[162, 2147, 238, 2163]
obituary-name: हरिचंद्र मसने bbox=[11, 2032, 75, 2048]
rule bbox=[1041, 1495, 1444, 1496]
mahadev-subhead: मयूर महाराजांच्या वाणीतून भक्तिमय प्रचार bbox=[265, 774, 468, 790]
bottom-registration-marks bbox=[742, 1889, 1451, 1911]
event-title: ● योग शिबिर bbox=[18, 339, 187, 354]
suhasini-chip: व्रतवैकल्य bbox=[321, 1871, 386, 1899]
reg-black bbox=[1118, 1895, 1134, 1911]
nidhan-col-left bbox=[11, 1774, 155, 2232]
obituary-name: चेतनकुमार बोकाडे bbox=[11, 1782, 66, 1818]
event-venue bbox=[18, 661, 187, 674]
right-paragraph: किलोमीटर, ११ जानेवारीला शेगांव ते नागपूर असा प्रवास पूर्ण होईल. पालखी सोहळ्यात हजारो भाविक सहभागी होणार आहेत. सर्व भाविकांनी या पालखी सोहळ्यात सहभागी व्हावे, असे आवाहन ट्रस्टच्यावतीने करण्यात आले आहे. bbox=[1315, 310, 1455, 410]
devi-paragraph: हा सोहळा रविवार, १३ डिसेंबरपासून सुरू होऊन १९ डिसेंबरपर्यंत चालेल. दररोज सकाळी ९ ते ११ व सायंकाळी ४ ते ७ या वेळेत कथेचे आयोजन करण्यात आले आहे. bbox=[710, 478, 861, 534]
organizer-value: इंदिरा गांधी राष्ट्रीय कला केंद्र bbox=[61, 585, 162, 597]
organizer-label: आयोजक : bbox=[18, 446, 59, 458]
short-news-header bbox=[11, 723, 194, 750]
chakallas-paragraph: बाबू म्हणाला, 'अरे बाळू, हे सगळं असंच चालणार. निवडणूक आली की आश्वासने, निवडणूक गेली की विसर! मला वाटतं या सगळ्याचा शेवट कधीतरी होईल का?' बाळू म्हणाला, 'होईल रे, पण त्यासाठी लोकांनीच जागरूक राहायला हवं.' bbox=[1041, 1611, 1444, 1652]
logo-separator bbox=[695, 27, 696, 55]
lead-paragraph: ▶ नागपूर. संताजीनगर येथे मनोज शुक्ला मित्र परिवाराच्यावतीने आयोजित संगीतमय भागवत कथेच्या सप्ताहात श्रीकृष्ण जन्मोत्सव मोठ्या उत्साहात साजरा करण्यात आला. कथेच्या चौथ्या दिवशी वृंदावनवासी भागवत प्रवचनकार ह.भ.प. पंडित चरित्र, समुद्रमंथन, वामन अवतार आदी पवित्र प्रसंगांचे भावपूर्ण वर्णन केले. कथेदरम्यान श्रीकृष्णाच्या जन्माचा प्रसंग आल्यावर संपूर्ण परिसर 'हरे कृष्णा' च्या जयघोषाने दुमदुमून गेला. उपस्थित भाविकांनी टाळ्या वाजवत आनंद व्यक्त केला. bbox=[209, 148, 389, 294]
lead-headline bbox=[209, 67, 1020, 115]
devi-photo-caption: महिला मंडळाच्या सदस्या. bbox=[540, 562, 621, 574]
time-value: सायंकाळी ५.३० वाजता bbox=[40, 473, 126, 485]
short-news-item bbox=[11, 761, 194, 970]
vaad-paragraph: ▶ नागपूर. १० डिसेंबर मानव अधिकार दिनानिमित्त भागवतीदेवी गोपालराव खेर गर्ल्स हायस्कूल व ज्युनिअर कॉलेज, जरीपटका येथे वादविवाद स्पर्धेचे आयोजन करण्यात आले. या स्पर्धेत शाळेच्या १२ ते २४ विद्यार्थ्यांनी भाग घेतला होता. स्पर्धेचा विषय 'भारतात मानव अधिकार सुरक्षित आहे' असा होता. bbox=[11, 1266, 200, 1354]
event-organizer bbox=[18, 647, 187, 661]
shiv-subhead: ९ दिवस भक्ती, कीर्तन, पूजा अन् पालखी सोहळा bbox=[701, 1234, 933, 1250]
devi-badge: उद्यापासून अनुष्ठान प्रारंभ bbox=[368, 476, 451, 542]
chakallas-overflow-1: बाळू, अशी अनेक आंदोलने झाली. अनेकदा सरकारकडून आश्वासने मिळाली. पण प्रत्यक्षात काहीच बदल झाला नाही. शेतकरी आत्महत्या थांबल्या नाहीत. कर्जमाफीची घोषणा झाली पण अंमलबजावणी नाही. हे वास्तव आहे.' bbox=[742, 1741, 1451, 1768]
rule bbox=[209, 438, 1020, 440]
palkhi-box bbox=[1034, 416, 1455, 621]
event-venue bbox=[18, 598, 187, 612]
pulak-kicker-row bbox=[539, 716, 1451, 742]
time-value: सायंकाळी ६ वाजता bbox=[40, 612, 112, 625]
rule bbox=[1033, 1236, 1451, 1237]
birth-date: 13/10/1984 bbox=[203, 2341, 247, 2352]
pulak-paragraph: या सोहळ्यात भक्तांनी मोठ्या संख्येने सहभाग घेतला. मंदिर परिसरात संपूर्ण भक्तिमय वातावरण निर्माण झाले होते. विविध धार्मिक विधी पार पडले. भाविकांनी अभिषेक व पूजन केले. bbox=[659, 789, 773, 889]
deceased-address: मु.पो. घोराड, ता. कळमेश्वर, जि. नागपूर bbox=[140, 2353, 273, 2365]
middle-section bbox=[11, 716, 1451, 1191]
linkedin-icon[interactable] bbox=[1370, 37, 1384, 51]
shraddhanjali-ad bbox=[11, 2263, 306, 2520]
section-rule bbox=[11, 1197, 1451, 1199]
masthead bbox=[11, 0, 1451, 59]
family-member: मीनाक्षी क्षीरसागर (बहीण) bbox=[160, 2467, 254, 2479]
sidebar bbox=[11, 70, 201, 703]
hardas-photo bbox=[1202, 1241, 1283, 1320]
